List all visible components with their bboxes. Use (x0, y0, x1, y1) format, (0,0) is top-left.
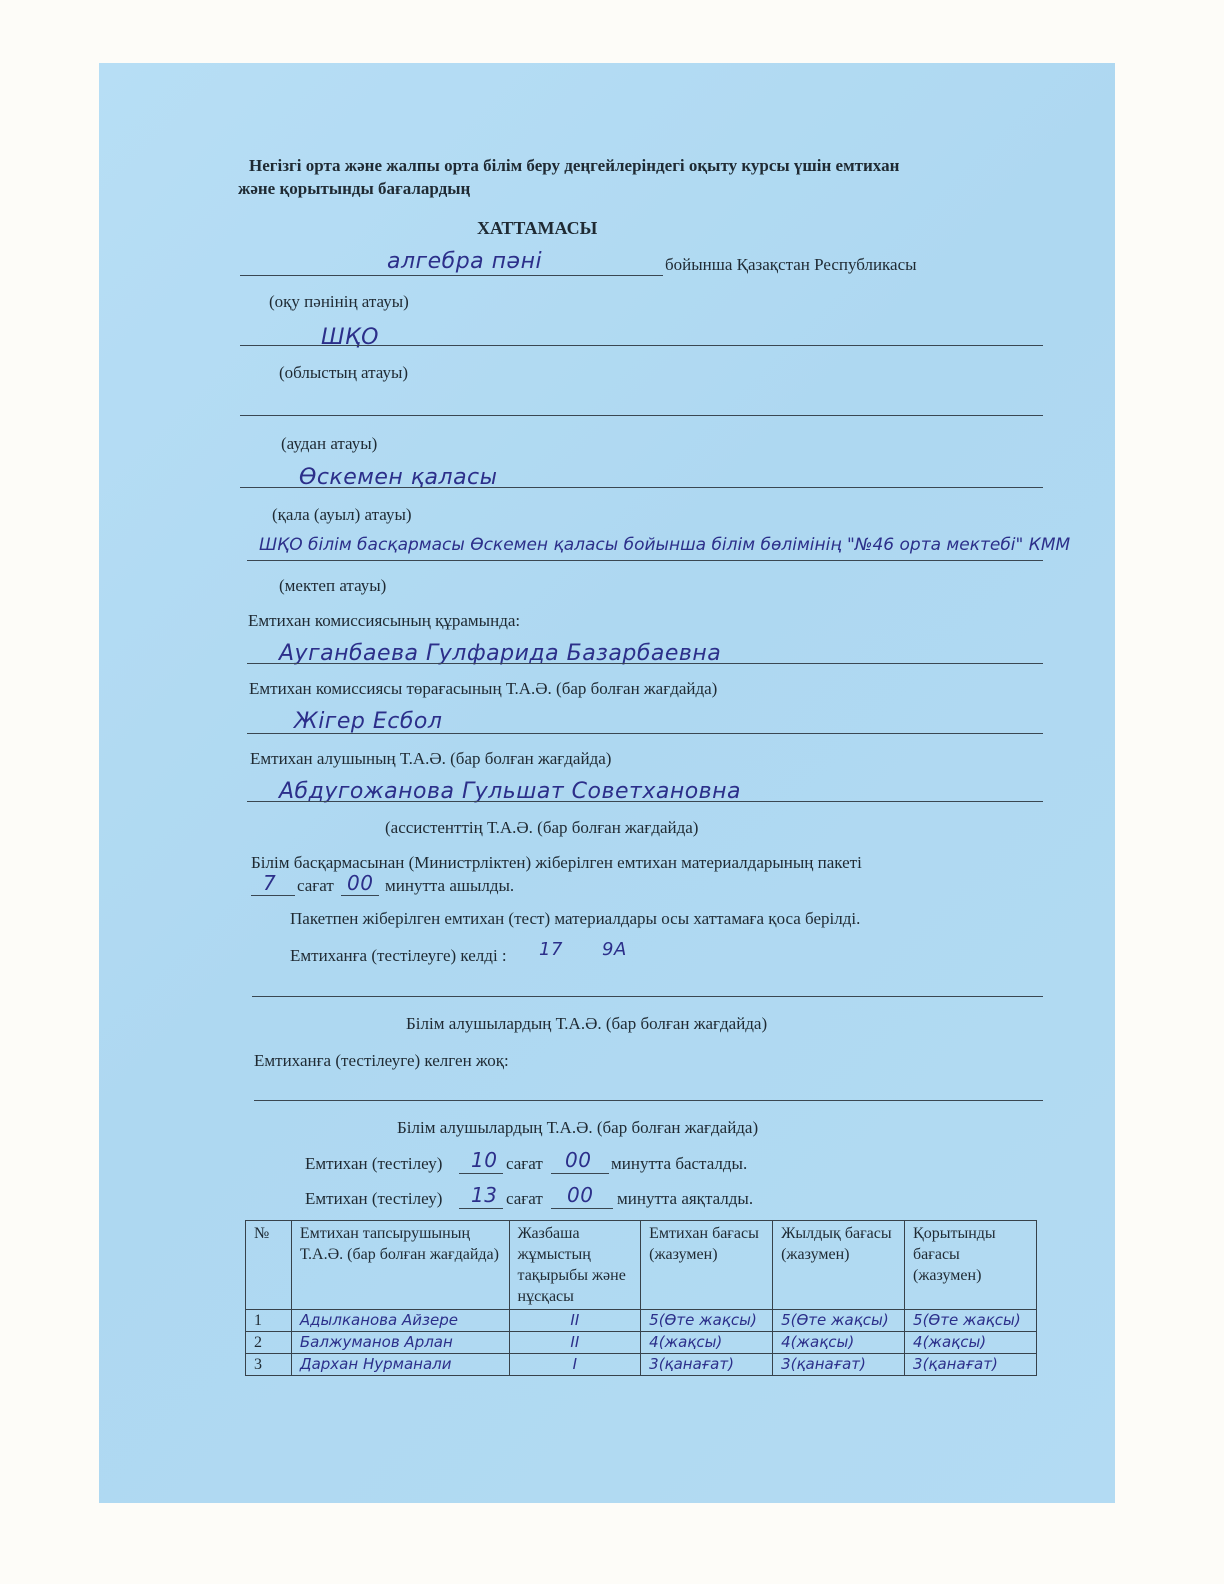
table-row (246, 1332, 1037, 1354)
row-exam-grade: 5(Өте жақсы) (641, 1310, 773, 1332)
arrived-count: 17 (539, 939, 563, 960)
row-variant: II (509, 1332, 641, 1354)
package-text: Білім басқармасынан (Министрліктен) жіберілген емтихан материалдарының пакеті (251, 853, 862, 872)
row-annual-grade: 5(Өте жақсы) (773, 1310, 905, 1332)
table-row (246, 1310, 1037, 1332)
students-caption-2: Білім алушылардың Т.А.Ә. (бар болған жағдайда) (397, 1118, 759, 1137)
subject-suffix: бойынша Қазақстан Республикасы (665, 255, 917, 274)
start-suffix: минутта басталды. (611, 1154, 748, 1173)
school-caption: (мектеп атауы) (279, 576, 387, 595)
package-hour-line (251, 895, 295, 896)
row-final-grade: 5(Өте жақсы) (905, 1310, 1037, 1332)
city-caption: (қала (ауыл) атауы) (272, 505, 412, 524)
commission-label: Емтихан комиссиясының құрамында: (248, 611, 521, 630)
district-line (240, 415, 1043, 416)
start-hour-label: сағат (506, 1154, 543, 1173)
protocol-sheet (99, 63, 1115, 1503)
row-number: 2 (246, 1332, 292, 1354)
row-number: 3 (246, 1354, 292, 1376)
arrived-class: 9А (602, 939, 627, 960)
document-title: ХАТТАМАСЫ (477, 218, 598, 238)
end-hour: 13 (471, 1183, 498, 1207)
header-written-topic: Жазбаша жұмыстың тақырыбы және нұсқасы (509, 1221, 641, 1310)
row-student-name: Адылканова Айзере (291, 1310, 509, 1332)
package-hour: 7 (263, 871, 277, 895)
start-minute-line (551, 1173, 609, 1174)
school-line (247, 560, 1043, 561)
end-suffix: минутта аяқталды. (617, 1189, 754, 1208)
start-hour-line (459, 1173, 503, 1174)
end-minute-line (551, 1208, 613, 1209)
subject-value: алгебра пәні (387, 249, 543, 274)
package-minute-line (341, 895, 379, 896)
school-value: ШҚО білім басқармасы Өскемен қаласы бойынша білім бөлімінің "№46 орта мектебі" КММ (259, 535, 1071, 555)
title-line-2: және қорытынды бағалардың (238, 179, 471, 198)
row-annual-grade: 3(қанағат) (773, 1354, 905, 1376)
row-student-name: Дархан Нурманали (291, 1354, 509, 1376)
package-hour-label: сағат (297, 876, 334, 895)
row-variant: I (509, 1354, 641, 1376)
chair-label: Емтихан комиссиясы төрағасының Т.А.Ә. (бар болған жағдайда) (249, 679, 718, 698)
end-hour-label: сағат (506, 1189, 543, 1208)
header-number: № (246, 1221, 292, 1310)
examiner-line (247, 801, 1043, 802)
title-line-1: Негізгі орта және жалпы орта білім беру деңгейлеріндегі оқыту курсы үшін емтихан (249, 156, 900, 175)
start-prefix: Емтихан (тестілеу) (305, 1154, 443, 1173)
chair-value: Жігер Есбол (294, 709, 443, 734)
students-caption-1: Білім алушылардың Т.А.Ә. (бар болған жағдайда) (406, 1014, 768, 1033)
arrived-line (252, 996, 1043, 997)
end-minute: 00 (567, 1183, 594, 1207)
absent-line (254, 1100, 1043, 1101)
grades-table (245, 1220, 1037, 1376)
header-student-name: Емтихан тапсырушының Т.А.Ә. (бар болған жағдайда) (291, 1221, 509, 1310)
subject-line (240, 275, 663, 276)
examiner-value: Абдугожанова Гульшат Советхановна (279, 779, 741, 804)
row-student-name: Балжуманов Арлан (291, 1332, 509, 1354)
row-exam-grade: 4(жақсы) (641, 1332, 773, 1354)
attached-text: Пакетпен жіберілген емтихан (тест) материалдары осы хаттамаға қоса берілді. (290, 909, 861, 928)
header-annual-grade: Жылдық бағасы (жазумен) (773, 1221, 905, 1310)
start-minute: 00 (565, 1148, 592, 1172)
absent-label: Емтиханға (тестілеуге) келген жоқ: (254, 1051, 509, 1070)
header-final-grade: Қорытынды бағасы (жазумен) (905, 1221, 1037, 1310)
row-exam-grade: 3(қанағат) (641, 1354, 773, 1376)
district-caption: (аудан атауы) (281, 434, 378, 453)
city-line (240, 487, 1043, 488)
arrived-label: Емтиханға (тестілеуге) келді : (290, 946, 507, 965)
package-minute: 00 (347, 871, 374, 895)
commission-line (247, 663, 1043, 664)
start-hour: 10 (471, 1148, 498, 1172)
table-row (246, 1354, 1037, 1376)
row-final-grade: 4(жақсы) (905, 1332, 1037, 1354)
end-hour-line (459, 1208, 503, 1209)
region-caption: (облыстың атауы) (279, 363, 409, 382)
table-header-row (246, 1221, 1037, 1310)
assistant-caption: (ассистенттің Т.А.Ә. (бар болған жағдайда) (385, 818, 699, 837)
row-number: 1 (246, 1310, 292, 1332)
city-value: Өскемен қаласы (299, 465, 498, 490)
header-exam-grade: Емтихан бағасы (жазумен) (641, 1221, 773, 1310)
end-prefix: Емтихан (тестілеу) (305, 1189, 443, 1208)
region-line (240, 345, 1043, 346)
commission-value: Ауганбаева Гулфарида Базарбаевна (279, 641, 722, 666)
examiner-label: Емтихан алушының Т.А.Ә. (бар болған жағдайда) (250, 749, 612, 768)
region-value: ШҚО (321, 325, 379, 350)
row-annual-grade: 4(жақсы) (773, 1332, 905, 1354)
subject-caption: (оқу пәнінің атауы) (269, 292, 409, 311)
package-minute-label: минутта ашылды. (385, 876, 515, 895)
row-final-grade: 3(қанағат) (905, 1354, 1037, 1376)
chair-line (247, 733, 1043, 734)
row-variant: II (509, 1310, 641, 1332)
